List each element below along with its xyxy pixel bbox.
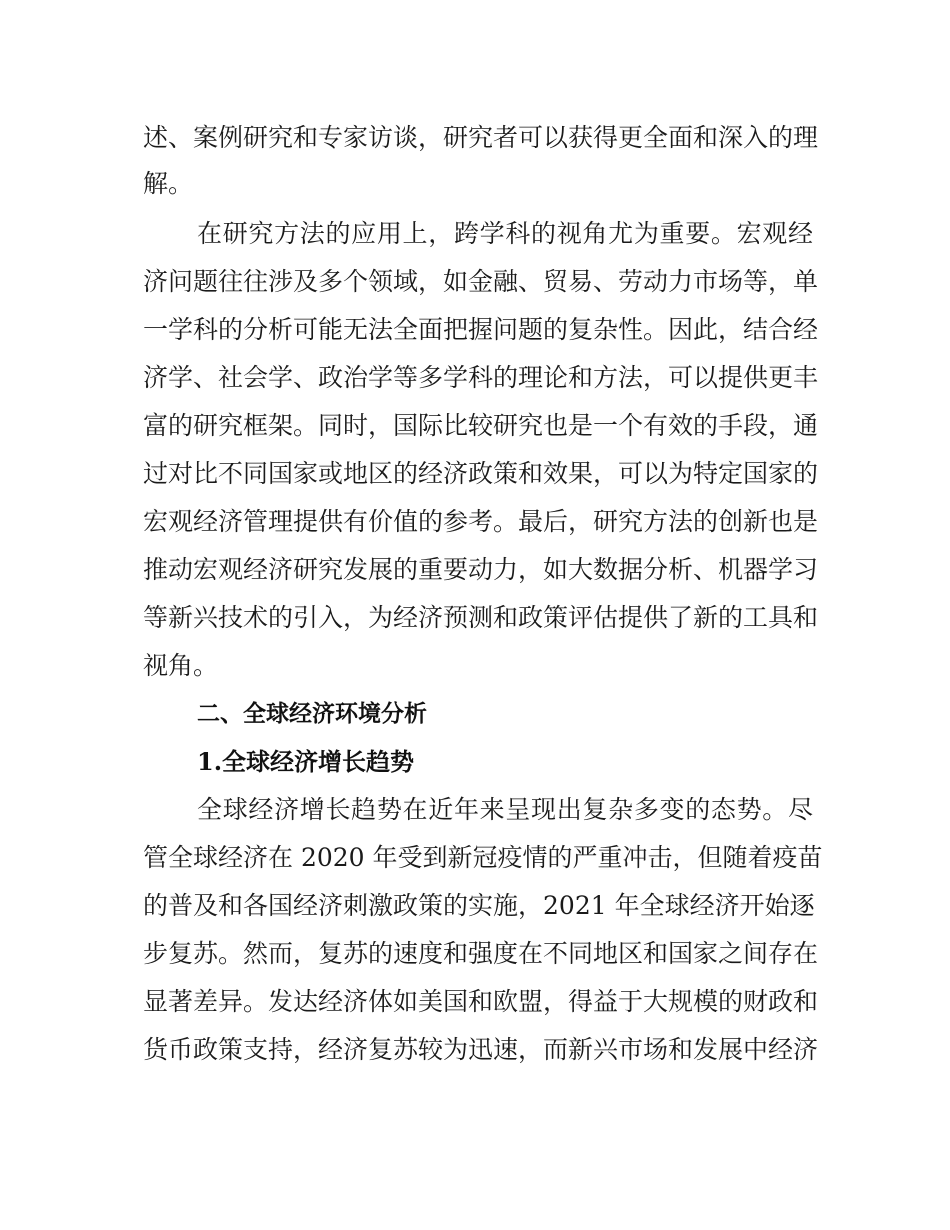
section-heading: 二、全球经济环境分析 bbox=[197, 701, 427, 727]
paragraph-3-line-5: 显著差异。发达经济体如美国和欧盟，得益于大规模的财政和 bbox=[143, 987, 819, 1016]
paragraph-2-line-10: 视角。 bbox=[143, 651, 219, 680]
paragraph-3-line-6: 货币政策支持，经济复苏较为迅速，而新兴市场和发展中经济 bbox=[143, 1035, 819, 1064]
paragraph-2-line-2: 济问题往往涉及多个领域，如金融、贸易、劳动力市场等，单 bbox=[143, 267, 819, 296]
paragraph-3-line-3: 的普及和各国经济刺激政策的实施，2021 年全球经济开始逐 bbox=[143, 891, 815, 920]
paragraph-2-line-7: 宏观经济管理提供有价值的参考。最后，研究方法的创新也是 bbox=[143, 507, 819, 536]
paragraph-3-line-4: 步复苏。然而，复苏的速度和强度在不同地区和国家之间存在 bbox=[143, 939, 819, 968]
paragraph-2-line-9: 等新兴技术的引入，为经济预测和政策评估提供了新的工具和 bbox=[143, 603, 819, 632]
paragraph-2-line-6: 过对比不同国家或地区的经济政策和效果，可以为特定国家的 bbox=[143, 459, 819, 488]
paragraph-2-line-1: 在研究方法的应用上，跨学科的视角尤为重要。宏观经 bbox=[197, 219, 813, 248]
paragraph-3-line-1: 全球经济增长趋势在近年来呈现出复杂多变的态势。尽 bbox=[197, 795, 813, 824]
paragraph-2-line-5: 富的研究框架。同时，国际比较研究也是一个有效的手段，通 bbox=[143, 411, 819, 440]
paragraph-2-line-4: 济学、社会学、政治学等多学科的理论和方法，可以提供更丰 bbox=[143, 363, 819, 392]
paragraph-3-line-2: 管全球经济在 2020 年受到新冠疫情的严重冲击，但随着疫苗 bbox=[143, 843, 823, 872]
paragraph-1-line-1: 述、案例研究和专家访谈，研究者可以获得更全面和深入的理 bbox=[143, 123, 819, 152]
paragraph-1-line-2: 解。 bbox=[143, 169, 194, 198]
paragraph-2-line-8: 推动宏观经济研究发展的重要动力，如大数据分析、机器学习 bbox=[143, 555, 819, 584]
subsection-heading: 1.全球经济增长趋势 bbox=[197, 747, 415, 776]
paragraph-2-line-3: 一学科的分析可能无法全面把握问题的复杂性。因此，结合经 bbox=[143, 315, 819, 344]
